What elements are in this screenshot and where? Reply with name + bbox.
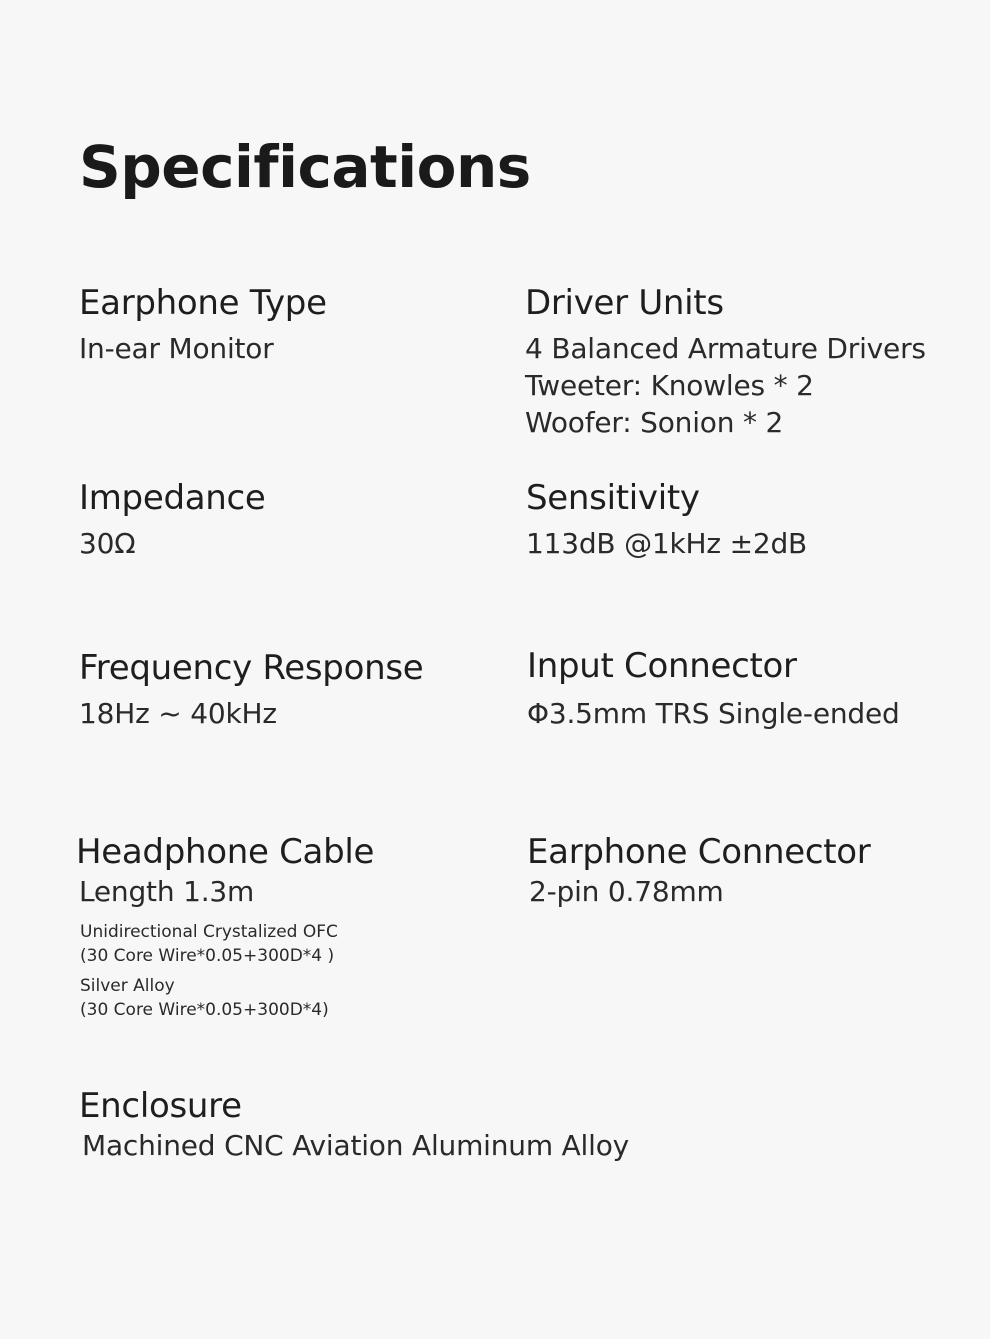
spec-input-connector (527, 645, 900, 732)
spec-value: 30Ω (79, 527, 136, 560)
spec-value: 18Hz ~ 40kHz (79, 697, 277, 730)
spec-label: Headphone Cable (76, 832, 375, 872)
spec-sensitivity (526, 477, 807, 562)
spec-frequency-response (79, 647, 423, 732)
spec-value: Length 1.3m (79, 875, 255, 908)
cable-note-detail: (30 Core Wire*0.05+300D*4 ) (80, 946, 335, 966)
cable-note-ofc (80, 920, 374, 968)
spec-driver-units (525, 282, 926, 441)
cable-note-title: Unidirectional Crystalized OFC (80, 922, 338, 942)
cable-note-title: Silver Alloy (80, 976, 175, 996)
spec-value: Φ3.5mm TRS Single-ended (527, 697, 900, 730)
spec-label: Driver Units (525, 283, 724, 323)
spec-label: Input Connector (527, 646, 797, 686)
spec-label: Earphone Type (79, 283, 327, 323)
spec-value: 2-pin 0.78mm (529, 875, 724, 908)
spec-value: 113dB @1kHz ±2dB (526, 527, 808, 560)
spec-label: Sensitivity (526, 478, 700, 518)
spec-label: Frequency Response (79, 648, 424, 688)
page-title: Specifications (79, 133, 531, 201)
spec-value-line: Tweeter: Knowles * 2 (525, 369, 814, 402)
spec-value: Machined CNC Aviation Aluminum Alloy (82, 1129, 630, 1162)
cable-note-detail: (30 Core Wire*0.05+300D*4) (80, 1000, 329, 1020)
spec-label: Enclosure (79, 1086, 242, 1126)
spec-impedance (79, 477, 266, 562)
spec-label: Earphone Connector (527, 832, 871, 872)
spec-headphone-cable (76, 831, 374, 1022)
spec-earphone-type (79, 282, 327, 367)
spec-earphone-connector (527, 831, 870, 910)
spec-enclosure (79, 1085, 629, 1164)
cable-note-silver (80, 974, 374, 1022)
spec-value-line: Woofer: Sonion * 2 (525, 406, 784, 439)
spec-value-line: 4 Balanced Armature Drivers (525, 332, 926, 365)
spec-label: Impedance (79, 478, 266, 518)
spec-value: In-ear Monitor (79, 332, 274, 365)
